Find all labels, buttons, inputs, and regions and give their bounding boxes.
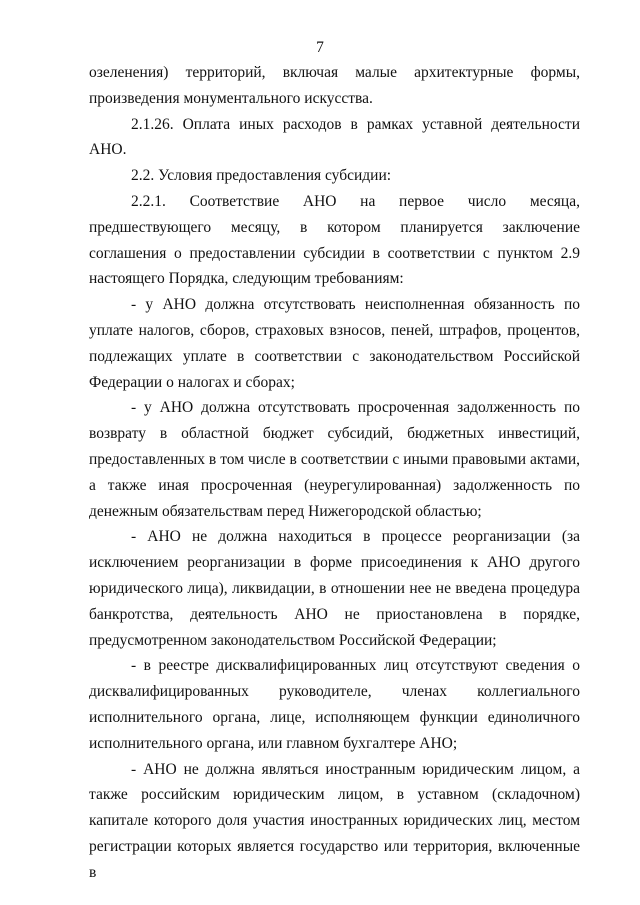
document-body	[89, 60, 580, 886]
paragraph-2-1-26: 2.1.26. Оплата иных расходов в рамках уставной деятельности АНО.	[89, 115, 580, 159]
list-item-foreign-entity: - АНО не должна являться иностранным юридическим лицом, а также российским юридическим лицом, в уставном (складочном) капитале которого доля участия иностранных юридических лиц, местом регистрации которых является государство или территория, включенные в	[89, 760, 580, 881]
list-item-reorganization: - АНО не должна находиться в процессе реорганизации (за исключением реорганизации в форме присоединения к АНО другого юридического лица), ликвидации, в отношении нее не введена процедура банкротства, деятельность АНО не приостановлена в порядке, предусмотренном законодательством Российской Федерации;	[89, 528, 580, 649]
paragraph-continuation: озеленения) территорий, включая малые архитектурные формы, произведения монументального искусства.	[89, 64, 580, 107]
list-item-taxes: - у АНО должна отсутствовать неисполненная обязанность по уплате налогов, сборов, страховых взносов, пеней, штрафов, процентов, подлежащих уплате в соответствии с законодательством Российской Федерации о налогах и сборах;	[89, 296, 580, 391]
page-number: 7	[316, 39, 324, 56]
list-item-disqualified-registry: - в реестре дисквалифицированных лиц отсутствуют сведения о дисквалифицированных руководителе, членах коллегиального исполнительного органа, лице, исполняющем функции единоличного исполнительного органа, или главном бухгалтере АНО;	[89, 657, 580, 752]
paragraph-2-2-1: 2.2.1. Соответствие АНО на первое число месяца, предшествующего месяцу, в котором планируется заключение соглашения о предоставлении субсидии в соответствии с пунктом 2.9 настоящего Порядка, следующим требованиям:	[89, 192, 580, 288]
paragraph-2-2-heading: 2.2. Условия предоставления субсидии:	[131, 167, 392, 185]
list-item-overdue-debt: - у АНО должна отсутствовать просроченная задолженность по возврату в областной бюджет субсидий, бюджетных инвестиций, предоставленных в том числе в соответствии с иными правовыми актами, а также иная просроченная (неурегулированная) задолженность по денежным обязательствам перед Нижегородской областью;	[89, 399, 580, 520]
